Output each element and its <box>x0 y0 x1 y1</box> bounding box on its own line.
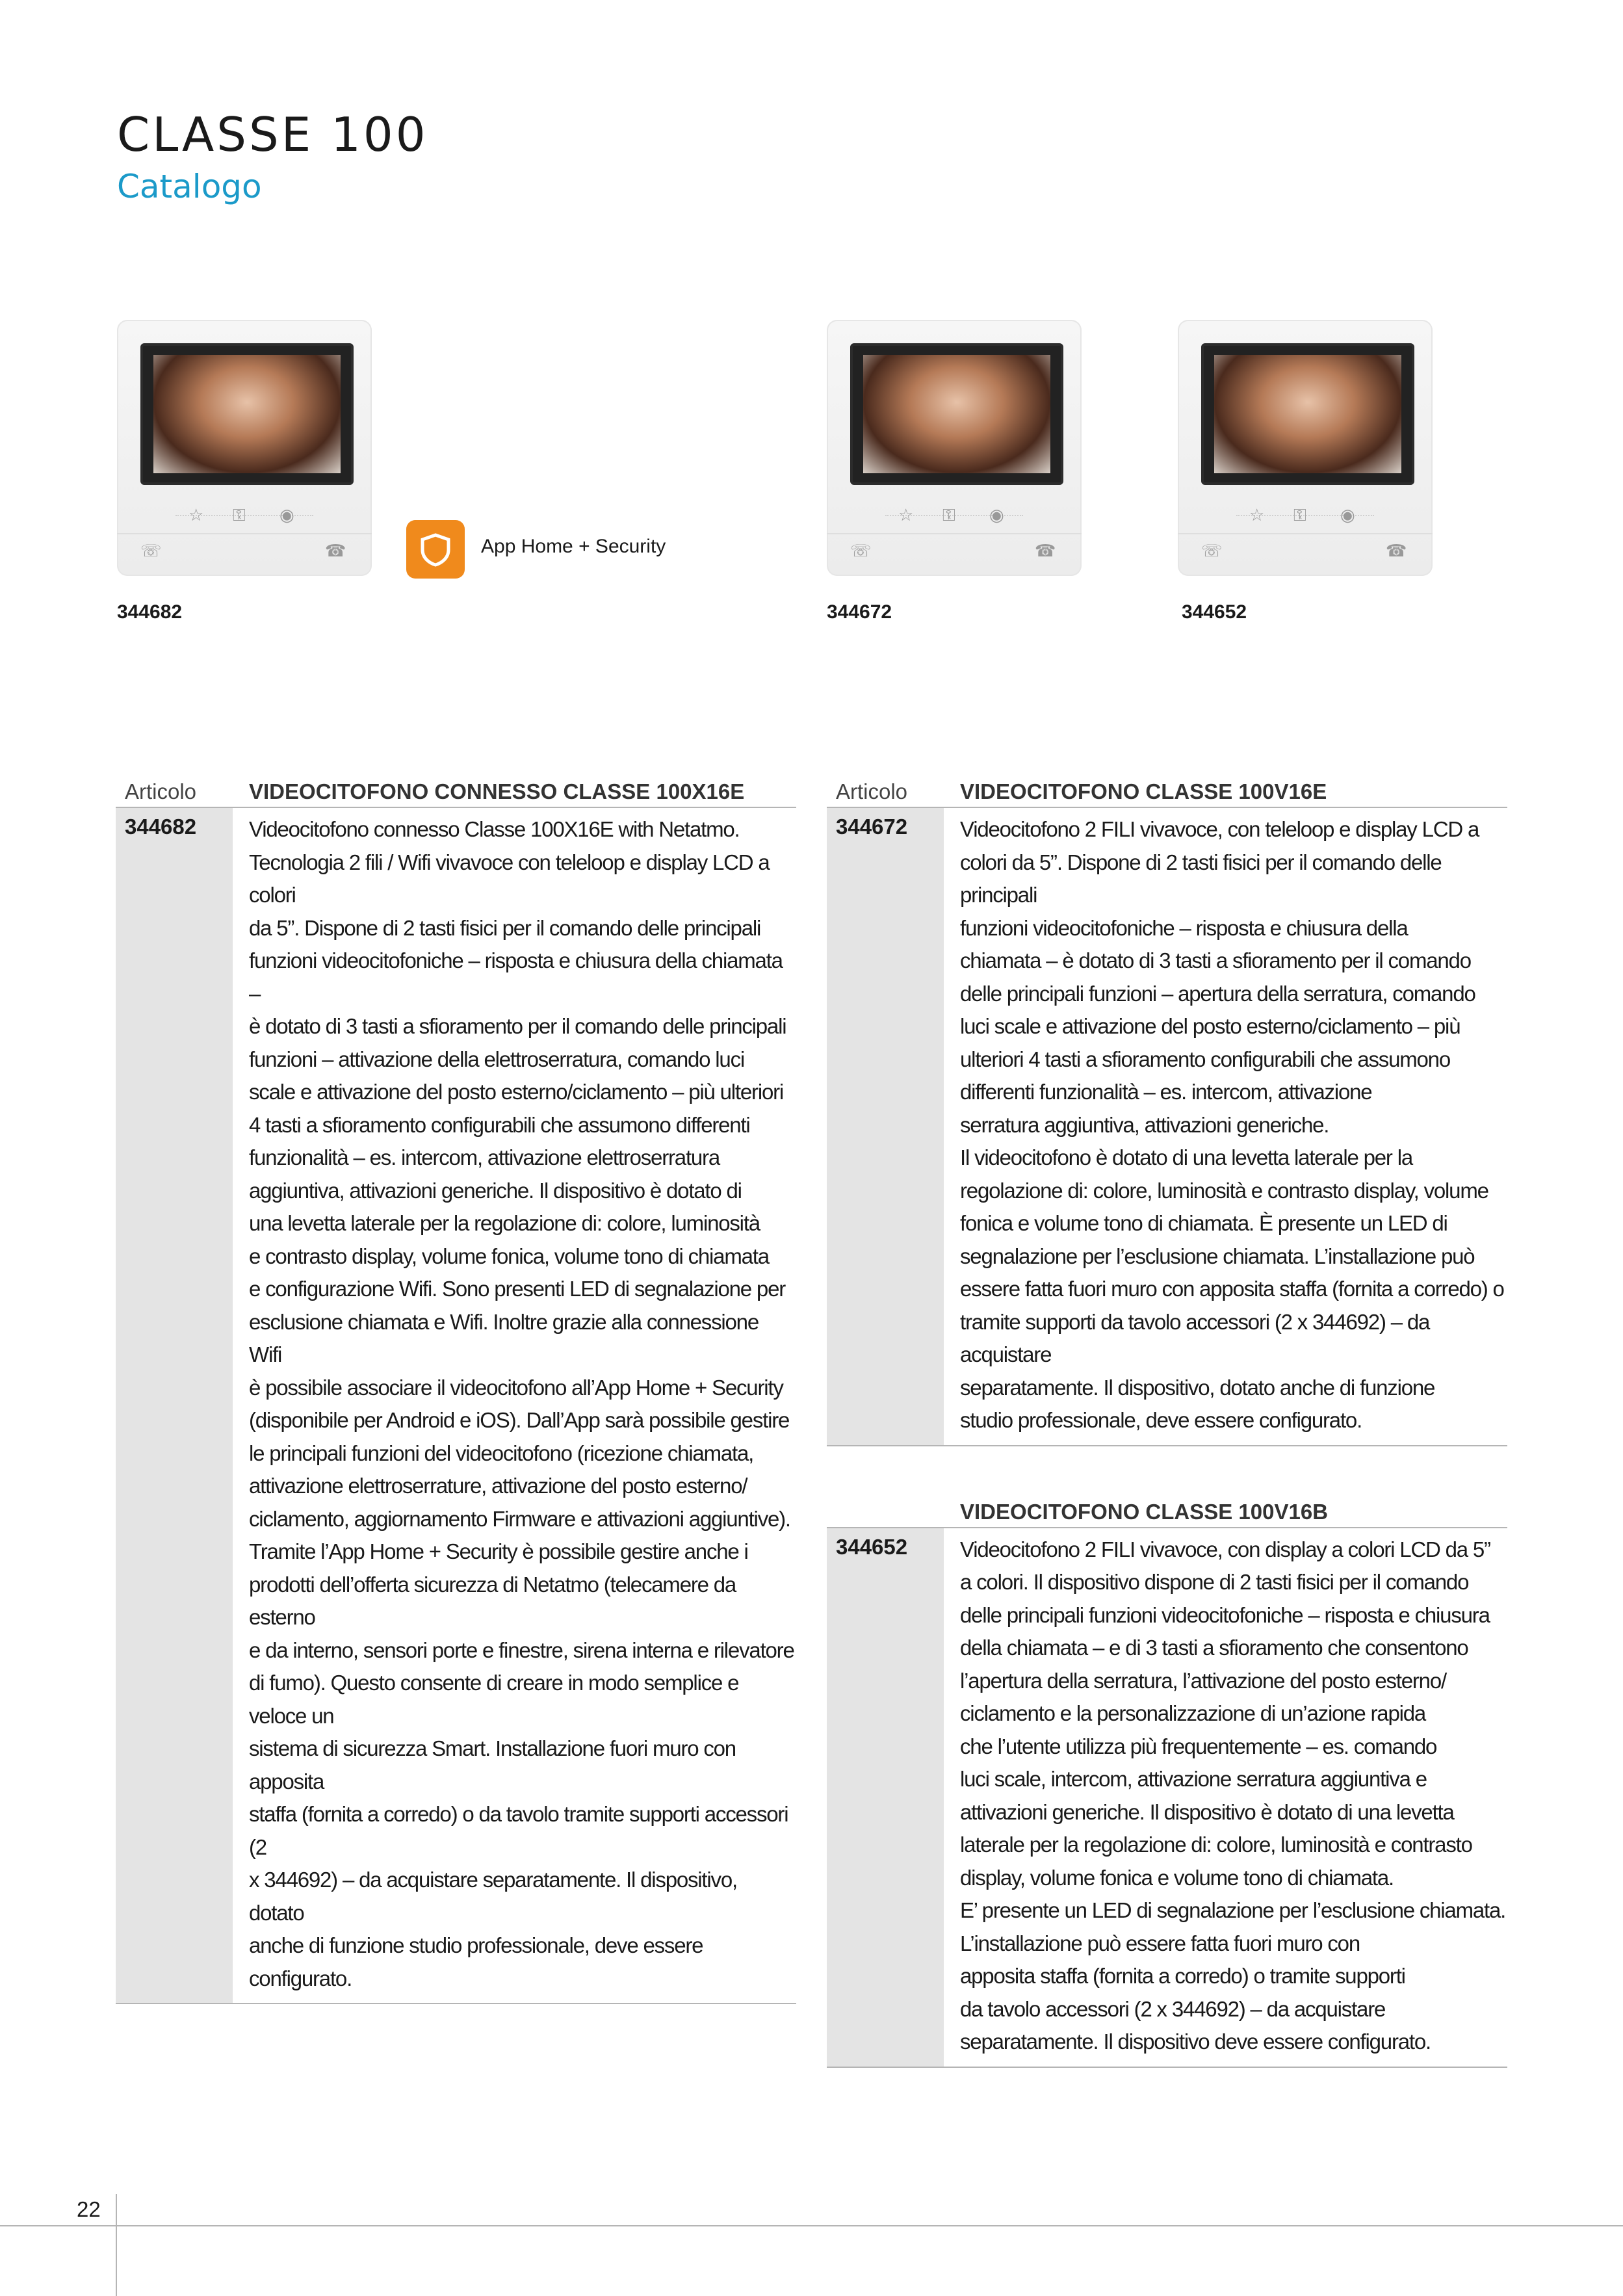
product-title: VIDEOCITOFONO CONNESSO CLASSE 100X16E <box>249 779 745 803</box>
footer-divider <box>0 2225 1623 2226</box>
page-title: CLASSE 100 <box>117 107 428 162</box>
phone-icon: ☏ <box>140 541 162 560</box>
article-code: 344672 <box>827 808 944 1445</box>
table-header <box>827 777 1507 808</box>
eye-icon: ◉ <box>1340 505 1355 525</box>
key-icon: ⚿ <box>233 505 246 525</box>
phone-icon: ☏ <box>850 541 872 560</box>
product-title: VIDEOCITOFONO CLASSE 100V16E <box>960 779 1327 803</box>
article-description: Videocitofono 2 FILI vivavoce, con display a colori LCD da 5” a colori. Il dispositivo dispone di 2 tasti fisici per il comando delle principali funzioni videocitofoniche – risposta e chiusura della chiamata – e di 3 tasti a sfioramento che consentono l’apertura della serratura, l’attivazione del posto esterno/ ciclamento e la personalizzazione di un’azione rapida che l’utente utilizza più frequentemente – es. comando luci scale, intercom, attivazione serratura aggiuntiva e attivazioni generiche. Il dispositivo è dotato di una levetta laterale per la regolazione di: colore, luminosità e contrasto display, volume fonica e volume tono di chiamata. E’ presente un LED di segnalazione per l’esclusione chiamata. L’installazione può essere fatta fuori muro con apposita staffa (fornita a corredo) o tramite supporti da tavolo accessori (2 x 344692) – da acquistare separatamente. Il dispositivo deve essere configurato. <box>960 1537 1506 2054</box>
article-description: Videocitofono connesso Classe 100X16E with Netatmo. Tecnologia 2 fili / Wifi vivavoce con teleloop e display LCD a colori da 5”. Dispone di 2 tasti fisici per il comando delle principali funzioni videocitofoniche – risposta e chiusura della chiamata – è dotato di 3 tasti a sfioramento per il comando delle principali funzioni – attivazione della elettroserratura, comando luci scale e attivazione del posto esterno/ciclamento – più ulteriori 4 tasti a sfioramento configurabili che assumono differenti funzionalità – es. intercom, attivazione elettroserratura aggiuntiva, attivazioni generiche. Il dispositivo è dotato di una levetta laterale per la regolazione di: colore, luminosità e contrasto display, volume fonica, volume tono di chiamata e configurazione Wifi. Sono presenti LED di segnalazione per esclusione chiamata e Wifi. Inoltre grazie alla connessione Wifi è possibile associare il videocitofono all’App Home + Security (disponibile per Android e iOS). Dall’App sarà possibile gestire le principali funzioni del videocitofono (ricezione chiamata, attivazione elettroserrature, attivazione del posto esterno/ ciclamento, aggiornamento Firmware e attivazioni aggiuntive). Tramite l’App Home + Security è possibile gestire anche i prodotti dell’offerta sicurezza di Netatmo (telecamere da esterno e da interno, sensori porte e finestre, sirena interna e rilevatore di fumo). Questo consente di creare in modo semplice e veloce un sistema di sicurezza Smart. Installazione fuori muro con apposita staffa (fornita a corredo) o da tavolo tramite supporti accessori (2 x 344692) – da acquistare separatamente. Il dispositivo, dotato anche di funzione studio professionale, deve essere configurato. <box>249 817 794 1990</box>
screen-photo <box>153 355 341 473</box>
star-icon: ☆ <box>1249 505 1265 525</box>
article-code: 344682 <box>116 808 233 2003</box>
eye-icon: ◉ <box>279 505 294 525</box>
table-row <box>827 808 1507 1446</box>
phone-icon: ☏ <box>1201 541 1223 560</box>
footer-vertical-divider <box>116 2194 117 2296</box>
table-header <box>827 1497 1507 1528</box>
image-code-label: 344682 <box>117 601 183 623</box>
hangup-icon: ☎ <box>1386 541 1407 560</box>
star-icon: ☆ <box>188 505 204 525</box>
key-icon: ⚿ <box>1293 505 1306 525</box>
table-spacer <box>827 1446 1507 1497</box>
device-screen <box>140 343 354 485</box>
eye-icon: ◉ <box>989 505 1004 525</box>
page-subtitle: Catalogo <box>117 168 262 205</box>
app-badge <box>406 520 465 579</box>
product-image-344652 <box>1178 320 1433 576</box>
column-article: Articolo <box>125 779 197 803</box>
hangup-icon: ☎ <box>1035 541 1056 560</box>
article-code: 344652 <box>827 1528 944 2067</box>
column-article: Articolo <box>836 779 908 803</box>
star-icon: ☆ <box>898 505 914 525</box>
table-header <box>116 777 796 808</box>
product-table-right <box>827 777 1507 2068</box>
image-code-label: 344672 <box>827 601 892 623</box>
device-screen <box>1201 343 1414 485</box>
app-label: App Home + Security <box>481 536 666 557</box>
table-row <box>116 808 796 2004</box>
product-table-left <box>116 777 796 2004</box>
shield-icon <box>420 533 451 567</box>
table-row <box>827 1528 1507 2068</box>
device-screen <box>850 343 1063 485</box>
key-icon: ⚿ <box>942 505 955 525</box>
screen-photo <box>1214 355 1401 473</box>
product-image-344682 <box>117 320 372 576</box>
product-image-344672 <box>827 320 1082 576</box>
article-description: Videocitofono 2 FILI vivavoce, con teleloop e display LCD a colori da 5”. Dispone di 2 tasti fisici per il comando delle principali funzioni videocitofoniche – risposta e chiusura della chiamata – è dotato di 3 tasti a sfioramento per il comando delle principali funzioni – apertura della serratura, comando luci scale e attivazione del posto esterno/ciclamento – più ulteriori 4 tasti a sfioramento configurabili che assumono differenti funzionalità – es. intercom, attivazione serratura aggiuntiva, attivazioni generiche. Il videocitofono è dotato di una levetta laterale per la regolazione di: colore, luminosità e contrasto display, volume fonica e volume tono di chiamata. È presente un LED di segnalazione per l’esclusione chiamata. L’installazione può essere fatta fuori muro con apposita staffa (fornita a corredo) o tramite supporti da tavolo accessori (2 x 344692) – da acquistare separatamente. Il dispositivo, dotato anche di funzione studio professionale, deve essere configurato. <box>960 817 1504 1432</box>
image-code-label: 344652 <box>1182 601 1247 623</box>
hangup-icon: ☎ <box>325 541 346 560</box>
screen-photo <box>863 355 1050 473</box>
page-number: 22 <box>77 2197 101 2221</box>
product-title: VIDEOCITOFONO CLASSE 100V16B <box>960 1499 1329 1524</box>
